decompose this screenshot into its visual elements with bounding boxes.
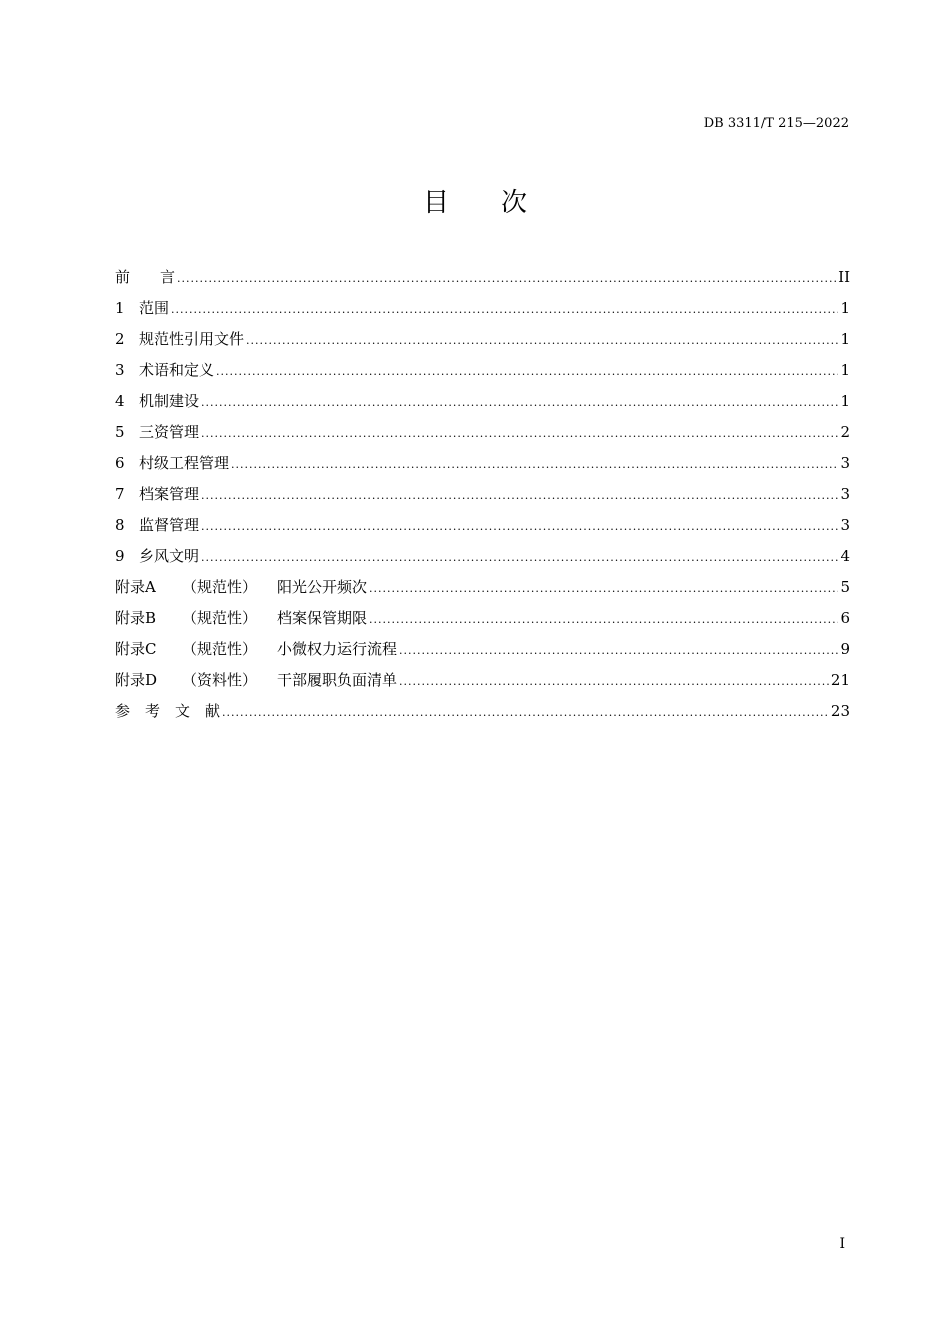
toc-label: 术语和定义 (139, 361, 215, 379)
toc-entry-3[interactable] (115, 355, 850, 386)
toc-appendix-type: （规范性） (182, 609, 258, 627)
toc-entry-references[interactable] (115, 696, 850, 727)
toc-leader (216, 356, 838, 387)
toc-page-number: 1 (840, 299, 850, 317)
toc-leader (399, 666, 829, 697)
toc-appendix-type: （资料性） (182, 671, 258, 689)
toc-entry-7[interactable] (115, 479, 850, 510)
toc-label: 阳光公开频次 (277, 578, 368, 596)
toc-entry-appendix-c[interactable] (115, 634, 850, 665)
toc-leader (201, 418, 838, 449)
toc-label: 干部履职负面清单 (277, 671, 398, 689)
toc-entry-foreword[interactable] (115, 262, 850, 293)
toc-section-number: 2 (115, 330, 125, 348)
toc-entry-appendix-a[interactable] (115, 572, 850, 603)
toc-entry-9[interactable] (115, 541, 850, 572)
toc-label: 参 考 文 献 (115, 702, 221, 720)
toc-appendix-id: 附录B (115, 609, 157, 627)
toc-page-number: II (838, 268, 850, 286)
toc-entry-6[interactable] (115, 448, 850, 479)
toc-leader (369, 573, 838, 604)
toc-leader (246, 325, 838, 356)
toc-page-number: 9 (840, 640, 850, 658)
toc-label: 乡风文明 (139, 547, 200, 565)
page-title: 目 次 (422, 188, 527, 218)
toc-section-number: 1 (115, 299, 125, 317)
toc-label: 小微权力运行流程 (277, 640, 398, 658)
toc-page-number: 3 (840, 516, 850, 534)
toc-leader (222, 697, 829, 728)
toc-page-number: 1 (840, 392, 850, 410)
toc-leader (369, 604, 838, 635)
toc-label: 档案管理 (139, 485, 200, 503)
toc-label: 三资管理 (139, 423, 200, 441)
toc-leader (201, 387, 838, 418)
toc-section-number: 4 (115, 392, 125, 410)
toc-leader (201, 480, 838, 511)
toc-label: 前 言 (115, 268, 176, 286)
toc-leader (177, 263, 836, 294)
toc-page-number: 5 (840, 578, 850, 596)
toc-leader (171, 294, 838, 325)
toc-page-number: 1 (840, 330, 850, 348)
footer-page-number: I (839, 1236, 845, 1252)
toc-entry-5[interactable] (115, 417, 850, 448)
toc-page-number: 1 (840, 361, 850, 379)
toc-entry-1[interactable] (115, 293, 850, 324)
toc-label: 监督管理 (139, 516, 200, 534)
toc-entry-appendix-d[interactable] (115, 665, 850, 696)
toc-entry-appendix-b[interactable] (115, 603, 850, 634)
toc-appendix-id: 附录A (115, 578, 156, 596)
toc-page-number: 3 (840, 485, 850, 503)
toc-section-number: 9 (115, 547, 125, 565)
toc-section-number: 7 (115, 485, 125, 503)
toc-leader (201, 542, 838, 573)
toc-leader (399, 635, 838, 666)
toc-label: 档案保管期限 (277, 609, 368, 627)
toc-section-number: 8 (115, 516, 125, 534)
toc-section-number: 5 (115, 423, 125, 441)
toc-leader (231, 449, 838, 480)
toc-leader (201, 511, 838, 542)
toc-section-number: 6 (115, 454, 125, 472)
toc-label: 村级工程管理 (139, 454, 230, 472)
toc-label: 规范性引用文件 (139, 330, 245, 348)
toc-page-number: 2 (840, 423, 850, 441)
document-code: DB 3311/T 215—2022 (703, 116, 849, 131)
toc-entry-4[interactable] (115, 386, 850, 417)
toc-page-number: 3 (840, 454, 850, 472)
toc-section-number: 3 (115, 361, 125, 379)
toc-page-number: 21 (830, 671, 850, 689)
toc-appendix-type: （规范性） (182, 578, 258, 596)
toc-appendix-type: （规范性） (182, 640, 258, 658)
toc-page-number: 23 (830, 702, 850, 720)
toc-page-number: 4 (840, 547, 850, 565)
toc-label: 机制建设 (139, 392, 200, 410)
toc-page-number: 6 (840, 609, 850, 627)
toc-label: 范围 (139, 299, 170, 317)
toc-appendix-id: 附录D (115, 671, 158, 689)
table-of-contents (115, 262, 850, 727)
toc-entry-8[interactable] (115, 510, 850, 541)
toc-appendix-id: 附录C (115, 640, 157, 658)
toc-entry-2[interactable] (115, 324, 850, 355)
